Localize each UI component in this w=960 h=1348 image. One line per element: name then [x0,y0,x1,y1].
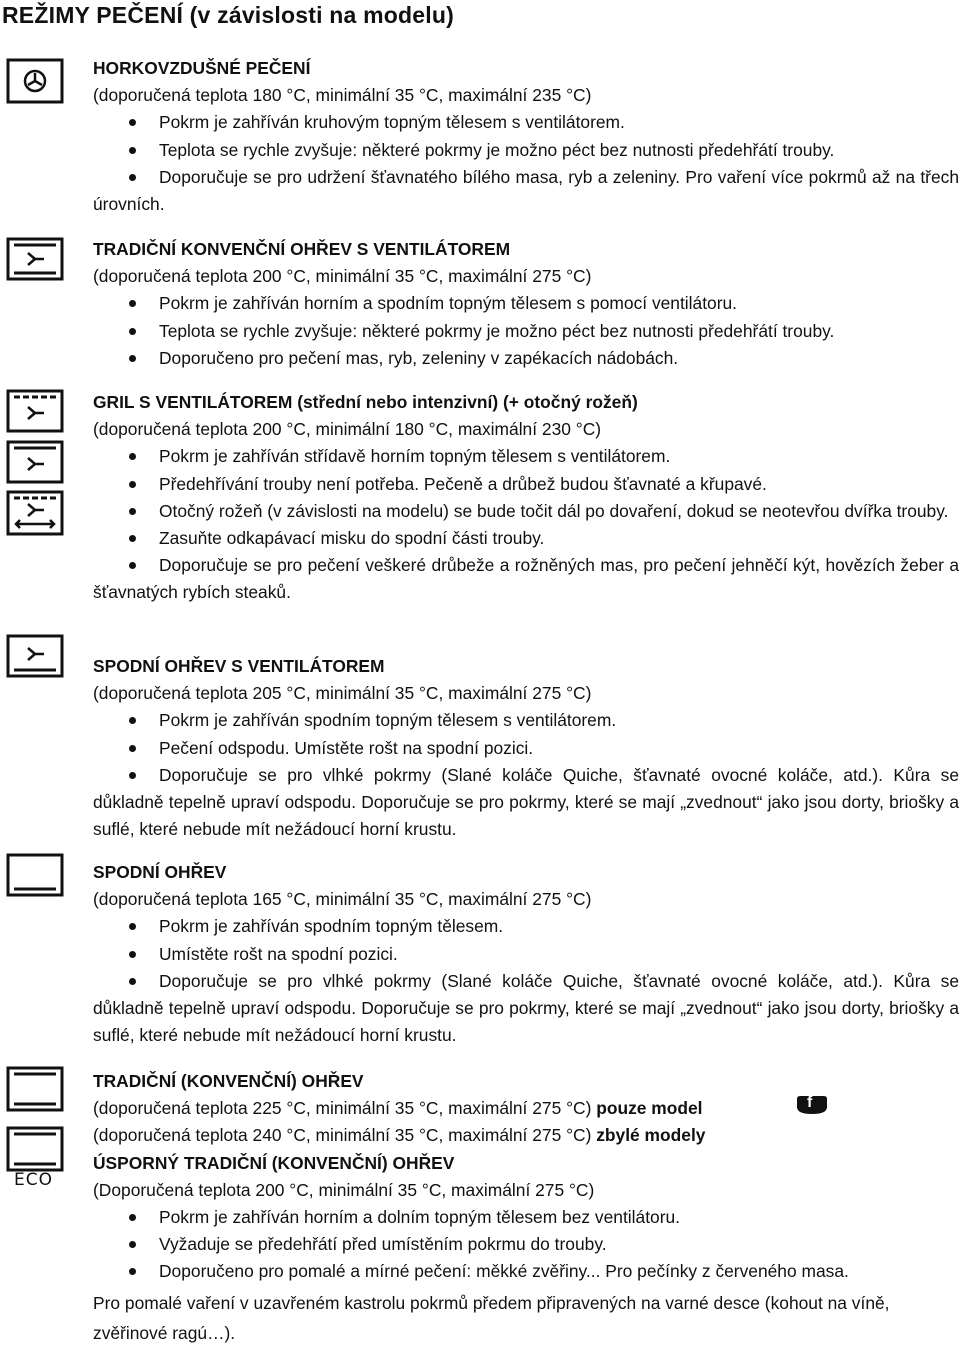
eco-label: ECO [14,1170,53,1190]
list-item: Doporučeno pro pečení mas, ryb, zeleniny v zapékacích nádobách. [93,345,959,372]
list-item: Pečení odspodu. Umístěte rošt na spodní pozici. [93,735,959,762]
section-heading-eco: ÚSPORNÝ TRADIČNÍ (KONVENČNÍ) OHŘEV [93,1152,455,1173]
note-text: Pro pomalé vaření v uzavřeném kastrolu pokrmů předem připravených na varné desce (kohout na víně, zvěřinové ragú…). [93,1292,890,1343]
eco-conventional-icon [6,1126,64,1190]
grill-fan-intensive-icon [6,440,64,484]
grill-fan-icon [6,389,64,433]
list-item: Teplota se rychle zvyšuje: některé pokrmy je možno péct bez nutnosti předehřátí trouby. [93,318,959,345]
list-item: Doporučeno pro pomalé a mírné pečení: měkké zvěřiny... Pro pečínky z červeného masa. [93,1258,959,1285]
list-item: Zasuňte odkapávací misku do spodní části trouby. [93,525,959,552]
list-item: Teplota se rychle zvyšuje: některé pokrmy je možno péct bez nutnosti předehřátí trouby. [93,137,959,164]
temperature-info: (Doporučená teplota 200 °C, minimální 35 °C, maximální 275 °C) [93,1179,595,1200]
list-item: Doporučuje se pro pečení veškeré drůbeže a rožněných mas, pro pečení jehněčí kýt, hovězích žeber a šťavnatých rybích steaků. [93,552,959,606]
list-item: Pokrm je zahříván horním a dolním topným tělesem bez ventilátoru. [93,1204,959,1231]
section-heading: GRIL S VENTILÁTOREM (střední nebo intenzivní) (+ otočný rožeň) [93,392,638,412]
list-item: Pokrm je zahříván spodním topným tělesem s ventilátorem. [93,707,959,734]
list-item: Předehřívání trouby není potřeba. Pečeně a drůbež budou šťavnaté a křupavé. [93,471,959,498]
list-item: Doporučuje se pro vlhké pokrmy (Slané koláče Quiche, šťavnaté ovocné koláče, atd.). Kůra se důkladně tepelně upraví odspodu. Doporučuje se pro pokrmy, které se mají „zvednout“ jako jsou dorty, briošky a suflé, které nebude mít nežádoucí horní krustu. [93,968,959,1050]
temperature-b: (doporučená teplota 240 °C, minimální 35 °C, maximální 275 °C) [93,1125,592,1146]
bottom-fan-icon [6,634,64,678]
fan-oven-icon [6,58,64,104]
section-heading: SPODNÍ OHŘEV S VENTILÁTOREM [93,656,385,676]
temperature-info: (doporučená teplota 200 °C, minimální 180 °C, maximální 230 °C) [93,419,602,440]
temperature-a: (doporučená teplota 225 °C, minimální 35 °C, maximální 275 °C) [93,1098,592,1119]
list-item: Otočný rožeň (v závislosti na modelu) se bude točit dál po dovaření, dokud se neotevřou dvířka trouby. [93,498,959,525]
conventional-fan-icon [6,237,64,281]
rotisserie-icon [6,490,64,536]
section-heading: TRADIČNÍ KONVENČNÍ OHŘEV S VENTILÁTOREM [93,239,511,259]
conventional-icon [6,1066,64,1112]
bottom-heat-icon [6,853,64,897]
temperature-info: (doporučená teplota 200 °C, minimální 35 °C, maximální 275 °C) [93,266,592,287]
list-item: Pokrm je zahříván střídavě horním topným tělesem s ventilátorem. [93,443,959,470]
section-heading: SPODNÍ OHŘEV [93,862,227,882]
model-badge-letter: f [807,1094,813,1111]
list-item: Pokrm je zahříván kruhovým topným tělesem s ventilátorem. [93,109,959,136]
model-note-a: pouze model [596,1098,703,1119]
section-conventional-fan [93,236,959,372]
section-heading: TRADIČNÍ (KONVENČNÍ) OHŘEV [93,1071,364,1091]
temperature-info: (doporučená teplota 180 °C, minimální 35 °C, maximální 235 °C) [93,85,592,106]
section-conventional [93,1068,959,1348]
temperature-info: (doporučená teplota 205 °C, minimální 35 °C, maximální 275 °C) [93,683,592,704]
page-title: REŽIMY PEČENÍ (v závislosti na modelu) [2,2,454,28]
section-heading: HORKOVZDUŠNÉ PEČENÍ [93,58,311,78]
temperature-info: (doporučená teplota 165 °C, minimální 35 °C, maximální 275 °C) [93,889,592,910]
temperature-info [93,1095,959,1122]
list-item: Doporučuje se pro udržení šťavnatého bílého masa, ryb a zeleniny. Pro vaření více pokrmů až na třech úrovních. [93,164,959,218]
model-note-b: zbylé modely [596,1125,706,1146]
list-item: Doporučuje se pro vlhké pokrmy (Slané koláče Quiche, šťavnaté ovocné koláče, atd.). Kůra se důkladně tepelně upraví odspodu. Doporučuje se pro pokrmy, které se mají „zvednout“ jako jsou dorty, briošky a suflé, které nebude mít nežádoucí horní krustu. [93,762,959,844]
list-item: Umístěte rošt na spodní pozici. [93,941,959,968]
section-grill-fan [93,389,959,607]
list-item: Vyžaduje se předehřátí před umístěním pokrmu do trouby. [93,1231,959,1258]
list-item: Pokrm je zahříván horním a spodním topným tělesem s pomocí ventilátoru. [93,290,959,317]
temperature-info [93,1122,959,1149]
section-bottom-heat [93,859,959,1049]
section-fan-bake [93,55,959,218]
section-bottom-fan [93,653,959,843]
list-item: Pokrm je zahříván spodním topným tělesem. [93,913,959,940]
